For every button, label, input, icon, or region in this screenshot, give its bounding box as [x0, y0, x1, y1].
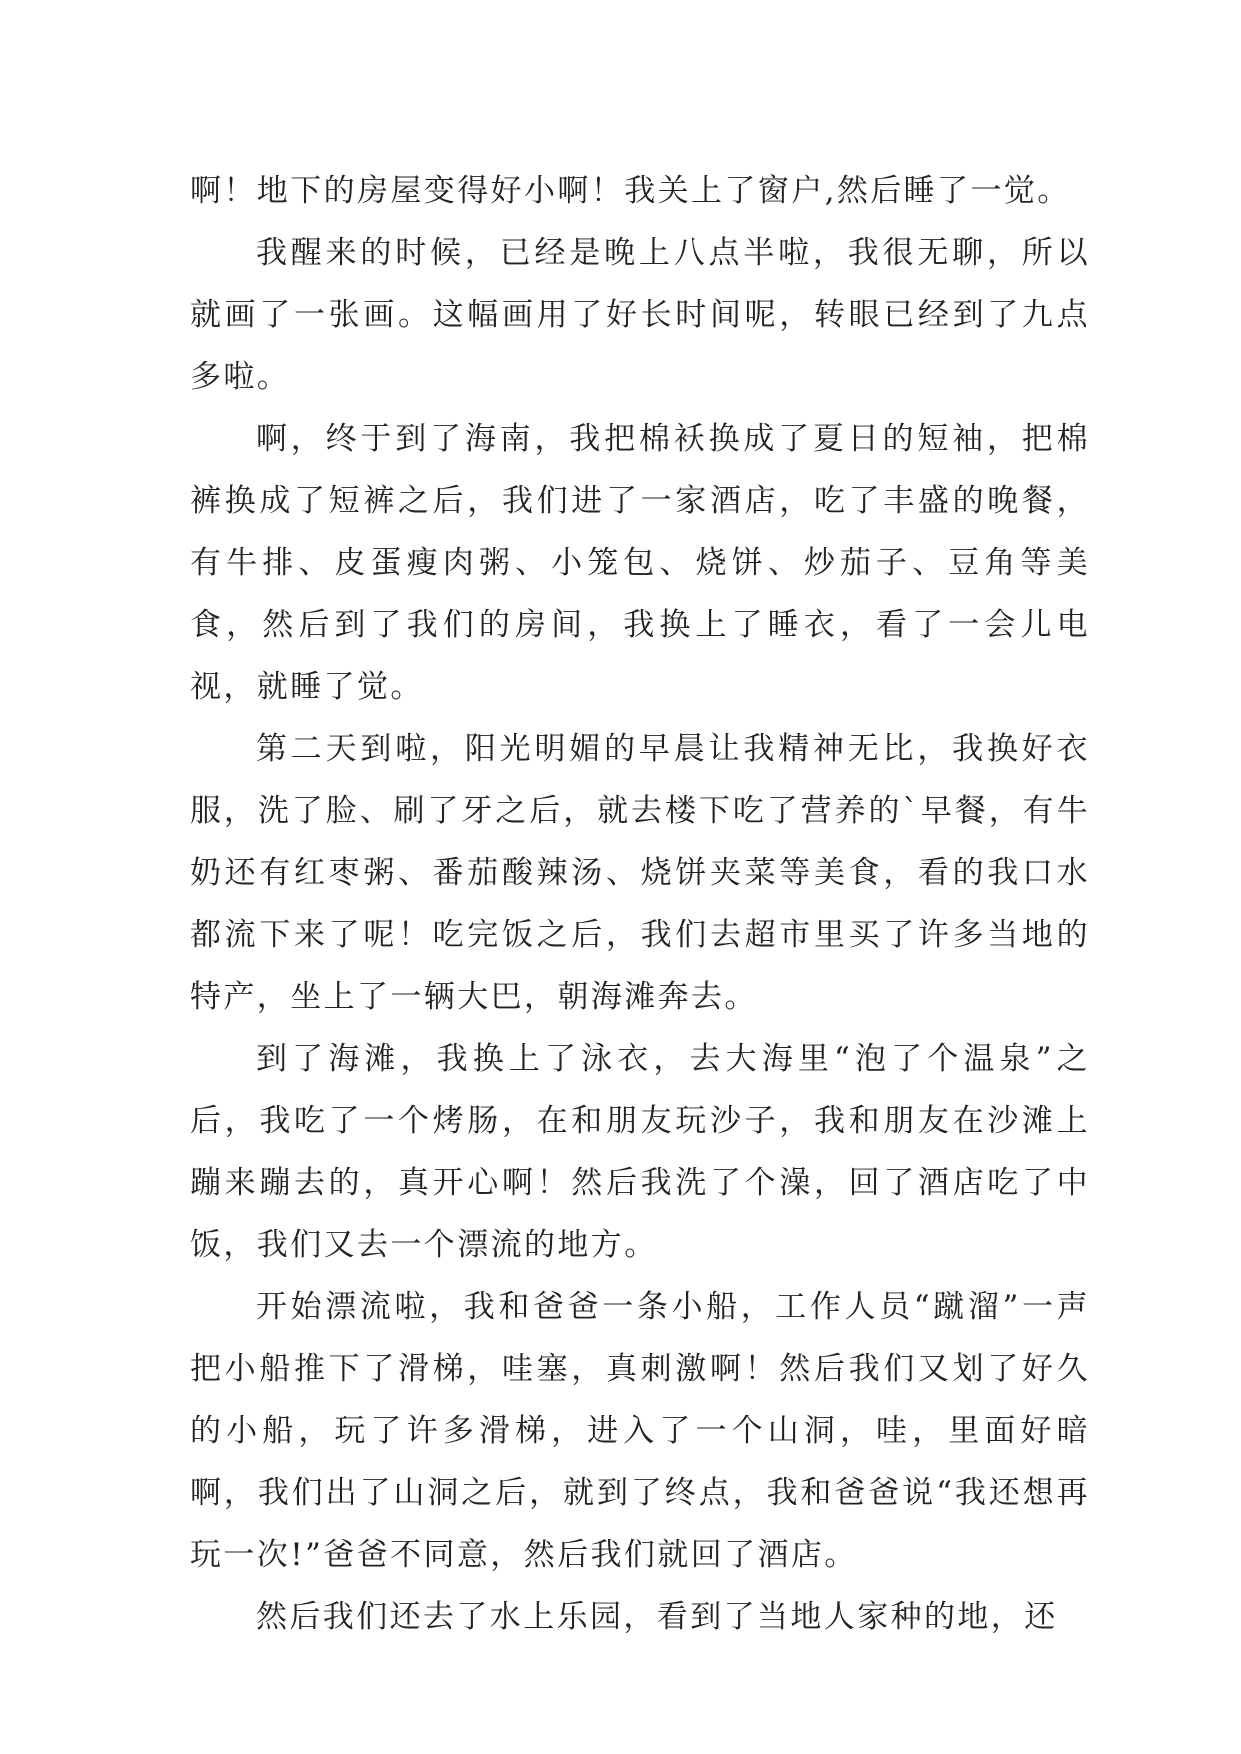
paragraph: 到了海滩，我换上了泳衣，去大海里“泡了个温泉”之后，我吃了一个烤肠，在和朋友玩沙子，我和朋友在沙滩上蹦来蹦去的，真开心啊！然后我洗了个澡，回了酒店吃了中饭，我们又去一个漂流的地方。: [190, 1041, 1090, 1263]
paragraph: 第二天到啦，阳光明媚的早晨让我精神无比，我换好衣服，洗了脸、刷了牙之后，就去楼下吃了营养的`早餐，有牛奶还有红枣粥、番茄酸辣汤、烧饼夹菜等美食，看的我口水都流下来了呢！吃完饭之后，我们去超市里买了许多当地的特产，坐上了一辆大巴，朝海滩奔去。: [190, 731, 1090, 1015]
document-body: [190, 160, 1090, 1648]
paragraph: 我醒来的时候，已经是晚上八点半啦，我很无聊，所以就画了一张画。这幅画用了好长时间呢，转眼已经到了九点多啦。: [190, 235, 1090, 395]
paragraph: 啊，终于到了海南，我把棉袄换成了夏日的短袖，把棉裤换成了短裤之后，我们进了一家酒店，吃了丰盛的晚餐，有牛排、皮蛋瘦肉粥、小笼包、烧饼、炒茄子、豆角等美食，然后到了我们的房间，我换上了睡衣，看了一会儿电视，就睡了觉。: [190, 421, 1090, 705]
paragraph-continuation: 啊！地下的房屋变得好小啊！我关上了窗户,然后睡了一觉。: [190, 173, 1071, 209]
paragraph: 然后我们还去了水上乐园，看到了当地人家种的地，还: [256, 1599, 1058, 1635]
paragraph: 开始漂流啦，我和爸爸一条小船，工作人员“蹴溜”一声把小船推下了滑梯，哇塞，真刺激啊！然后我们又划了好久的小船，玩了许多滑梯，进入了一个山洞，哇，里面好暗啊，我们出了山洞之后，就到了终点，我和爸爸说“我还想再玩一次!”爸爸不同意，然后我们就回了酒店。: [190, 1289, 1090, 1573]
